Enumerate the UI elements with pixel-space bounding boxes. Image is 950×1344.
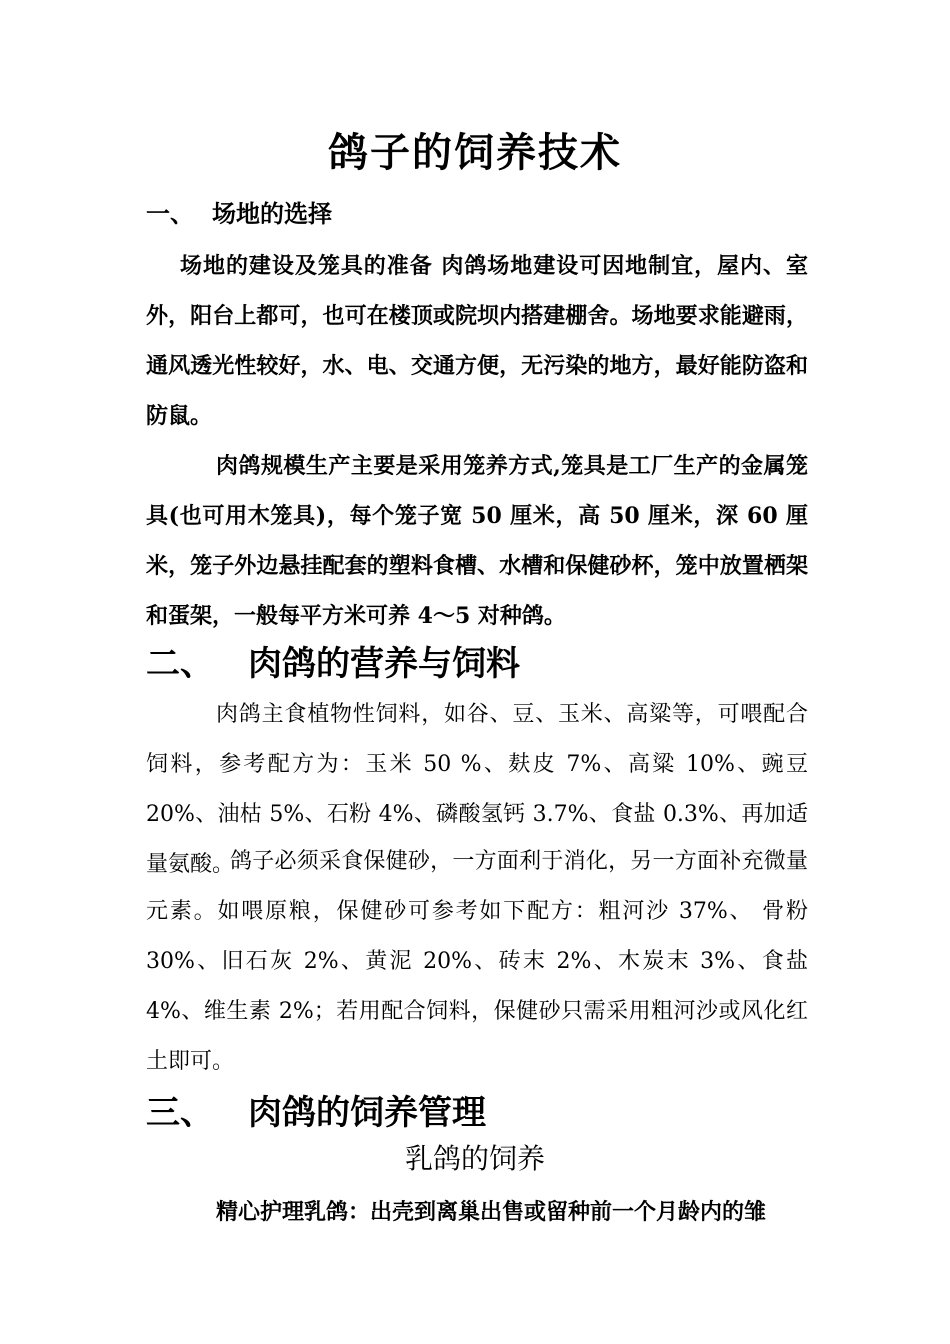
- section-3-heading: [146, 1089, 486, 1137]
- section-3-paragraph-1: 精心护理乳鸽：出壳到离巢出售或留种前一个月龄内的雏: [216, 1199, 767, 1225]
- section-3-number: 三、: [146, 1093, 214, 1133]
- section-3-title: 肉鸽的饲养管理: [248, 1093, 486, 1133]
- section-3-subheading: 乳鸽的饲养: [404, 1142, 545, 1175]
- section-1-number: 一、: [146, 199, 194, 228]
- section-2-title: 肉鸽的营养与饲料: [248, 644, 520, 684]
- section-1-paragraph-1: 场地的建设及笼具的准备 肉鸽场地建设可因地制宜，屋内、室外，阳台上都可，也可在楼顶或院坝内搭建棚舍。场地要求能避雨，通风透光性较好，水、电、交通方便，无污染的地方，最好能防盗和防鼠。: [146, 253, 808, 429]
- section-2-number: 二、: [146, 644, 214, 684]
- section-1-paragraph-2: 肉鸽规模生产主要是采用笼养方式,笼具是工厂生产的金属笼具(也可用木笼具)，每个笼子宽 50 厘米，高 50 厘米，深 60 厘米，笼子外边悬挂配套的塑料食槽、水槽和保健砂杯，笼中放置栖架和蛋架，一般每平方米可养 4～5 对种鸽。: [146, 453, 808, 629]
- document-title: 鸽子的饲养技术: [328, 129, 622, 176]
- section-2-paragraph-1: 肉鸽主食植物性饲料，如谷、豆、玉米、高粱等，可喂配合饲料，参考配方为：玉米 50 %、麸皮 7%、高粱 10%、豌豆 20%、油枯 5%、石粉 4%、磷酸氢钙 3.7%、食盐 0.3%、再加适量氨酸。: [146, 702, 808, 877]
- section-1-heading: [146, 196, 332, 232]
- section-2-paragraph-2: 鸽子必须采食保健砂，一方面利于消化，另一方面补充微量元素。如喂原粮，保健砂可参考如下配方：粗河沙 37%、 骨粉 30%、旧石灰 2%、黄泥 20%、砖末 2%、木炭末 3%、食盐 4%、维生素 2%；若用配合饲料，保健砂只需采用粗河沙或风化红土即可。: [146, 849, 808, 1074]
- section-2-heading: [146, 640, 520, 688]
- section-1-title: 场地的选择: [212, 199, 332, 228]
